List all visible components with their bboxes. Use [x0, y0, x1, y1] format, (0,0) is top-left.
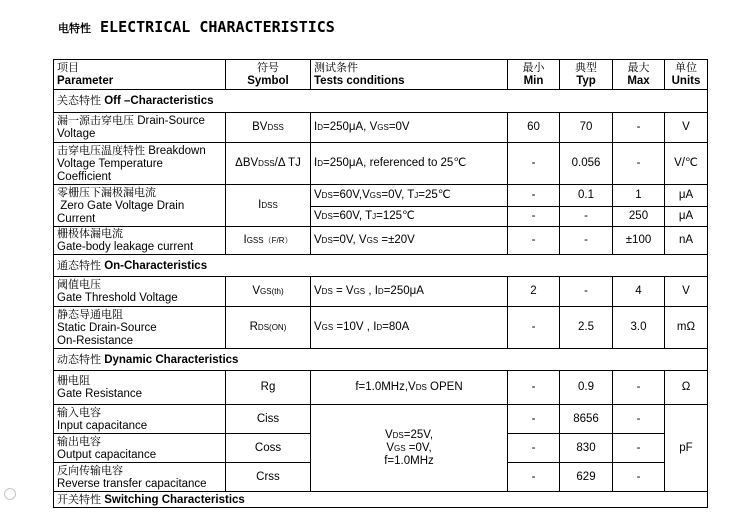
max-idss-125c: 250: [613, 207, 665, 227]
symbol-rg: Rg: [226, 371, 311, 405]
header-symbol: 符号 Symbol: [226, 60, 311, 90]
min-igss: -: [508, 227, 560, 255]
symbol-igss: IGSS（F/R）: [226, 227, 311, 255]
max-rds-on: 3.0: [613, 307, 665, 349]
table-row: [54, 143, 708, 185]
cond-igss: VDS=0V, VGS =±20V: [311, 227, 508, 255]
min-bvdss: 60: [508, 113, 560, 143]
param-temp-coefficient: 击穿电压温度特性 Breakdown Voltage Temperature Coefficient: [54, 143, 226, 185]
symbol-ciss: Ciss: [226, 405, 311, 434]
symbol-rds-on: RDS(ON): [226, 307, 311, 349]
param-bvdss: 漏一源击穿电压 Drain-Source Voltage: [54, 113, 226, 143]
unit-igss: nA: [665, 227, 708, 255]
param-rds-on: 静态导通电阻 Static Drain-Source On-Resistance: [54, 307, 226, 349]
unit-bvdss: V: [665, 113, 708, 143]
cond-rg: f=1.0MHz,VDS OPEN: [311, 371, 508, 405]
param-idss: 零栅压下漏极漏电流 Zero Gate Voltage Drain Current: [54, 185, 226, 227]
unit-idss-125c: μA: [665, 207, 708, 227]
table-header-row: [54, 60, 708, 90]
cond-temp-coefficient: ID=250μA, referenced to 25℃: [311, 143, 508, 185]
section-off-characteristics: 关态特性 Off –Characteristics: [54, 90, 708, 113]
typ-vth: -: [560, 277, 613, 307]
section-switching-characteristics: 开关特性 Switching Characteristics: [54, 492, 708, 508]
cond-rds-on: VGS =10V , ID=80A: [311, 307, 508, 349]
header-parameter: 项目 Parameter: [54, 60, 226, 90]
table-row: [54, 371, 708, 405]
unit-rds-on: mΩ: [665, 307, 708, 349]
table-row: [54, 405, 708, 434]
symbol-idss: IDSS: [226, 185, 311, 227]
min-crss: -: [508, 463, 560, 492]
table-row: [54, 185, 708, 207]
table-row: [54, 227, 708, 255]
cond-idss-125c: VDS=60V, TJ=125℃: [311, 207, 508, 227]
header-max: 最大 Max: [613, 60, 665, 90]
header-units: 单位 Units: [665, 60, 708, 90]
typ-crss: 629: [560, 463, 613, 492]
typ-idss-125c: -: [560, 207, 613, 227]
min-temp-coefficient: -: [508, 143, 560, 185]
cond-vth: VDS = VGS , ID=250μA: [311, 277, 508, 307]
symbol-coss: Coss: [226, 434, 311, 463]
param-ciss: 输入电容 Input capacitance: [54, 405, 226, 434]
max-crss: -: [613, 463, 665, 492]
typ-bvdss: 70: [560, 113, 613, 143]
section-on-characteristics: 通态特性 On-Characteristics: [54, 255, 708, 277]
param-rg: 栅电阻 Gate Resistance: [54, 371, 226, 405]
min-rds-on: -: [508, 307, 560, 349]
cond-bvdss: ID=250μA, VGS=0V: [311, 113, 508, 143]
min-coss: -: [508, 434, 560, 463]
symbol-bvdss: BVDSS: [226, 113, 311, 143]
symbol-temp-coefficient: ΔBVDSS/Δ TJ: [226, 143, 311, 185]
typ-idss-25c: 0.1: [560, 185, 613, 207]
table-row: [54, 307, 708, 349]
max-bvdss: -: [613, 113, 665, 143]
typ-temp-coefficient: 0.056: [560, 143, 613, 185]
min-ciss: -: [508, 405, 560, 434]
unit-rg: Ω: [665, 371, 708, 405]
max-idss-25c: 1: [613, 185, 665, 207]
section-dynamic-characteristics: 动态特性 Dynamic Characteristics: [54, 349, 708, 371]
symbol-crss: Crss: [226, 463, 311, 492]
min-vth: 2: [508, 277, 560, 307]
watermark: [4, 488, 19, 500]
unit-capacitance: pF: [665, 405, 708, 492]
max-ciss: -: [613, 405, 665, 434]
header-typ: 典型 Typ: [560, 60, 613, 90]
cond-capacitance: VDS=25V, VGS =0V, f=1.0MHz: [311, 405, 508, 492]
param-vth: 阈值电压 Gate Threshold Voltage: [54, 277, 226, 307]
max-vth: 4: [613, 277, 665, 307]
watermark-logo-icon: [4, 488, 16, 500]
unit-idss-25c: μA: [665, 185, 708, 207]
max-coss: -: [613, 434, 665, 463]
header-test-conditions: 测试条件 Tests conditions: [311, 60, 508, 90]
header-min: 最小 Min: [508, 60, 560, 90]
section-title: 电特性 ELECTRICAL CHARACTERISTICS: [58, 18, 335, 36]
symbol-vth: VGS(th): [226, 277, 311, 307]
max-igss: ±100: [613, 227, 665, 255]
table-row: [54, 277, 708, 307]
typ-coss: 830: [560, 434, 613, 463]
cond-idss-25c: VDS=60V,VGS=0V, TJ=25℃: [311, 185, 508, 207]
typ-igss: -: [560, 227, 613, 255]
unit-temp-coefficient: V/℃: [665, 143, 708, 185]
typ-ciss: 8656: [560, 405, 613, 434]
unit-vth: V: [665, 277, 708, 307]
param-crss: 反向传输电容 Reverse transfer capacitance: [54, 463, 226, 492]
min-idss-125c: -: [508, 207, 560, 227]
typ-rds-on: 2.5: [560, 307, 613, 349]
param-coss: 输出电容 Output capacitance: [54, 434, 226, 463]
table-row: [54, 113, 708, 143]
param-igss: 栅极体漏电流 Gate-body leakage current: [54, 227, 226, 255]
typ-rg: 0.9: [560, 371, 613, 405]
min-idss-25c: -: [508, 185, 560, 207]
max-temp-coefficient: -: [613, 143, 665, 185]
max-rg: -: [613, 371, 665, 405]
min-rg: -: [508, 371, 560, 405]
electrical-characteristics-table: [53, 59, 708, 508]
